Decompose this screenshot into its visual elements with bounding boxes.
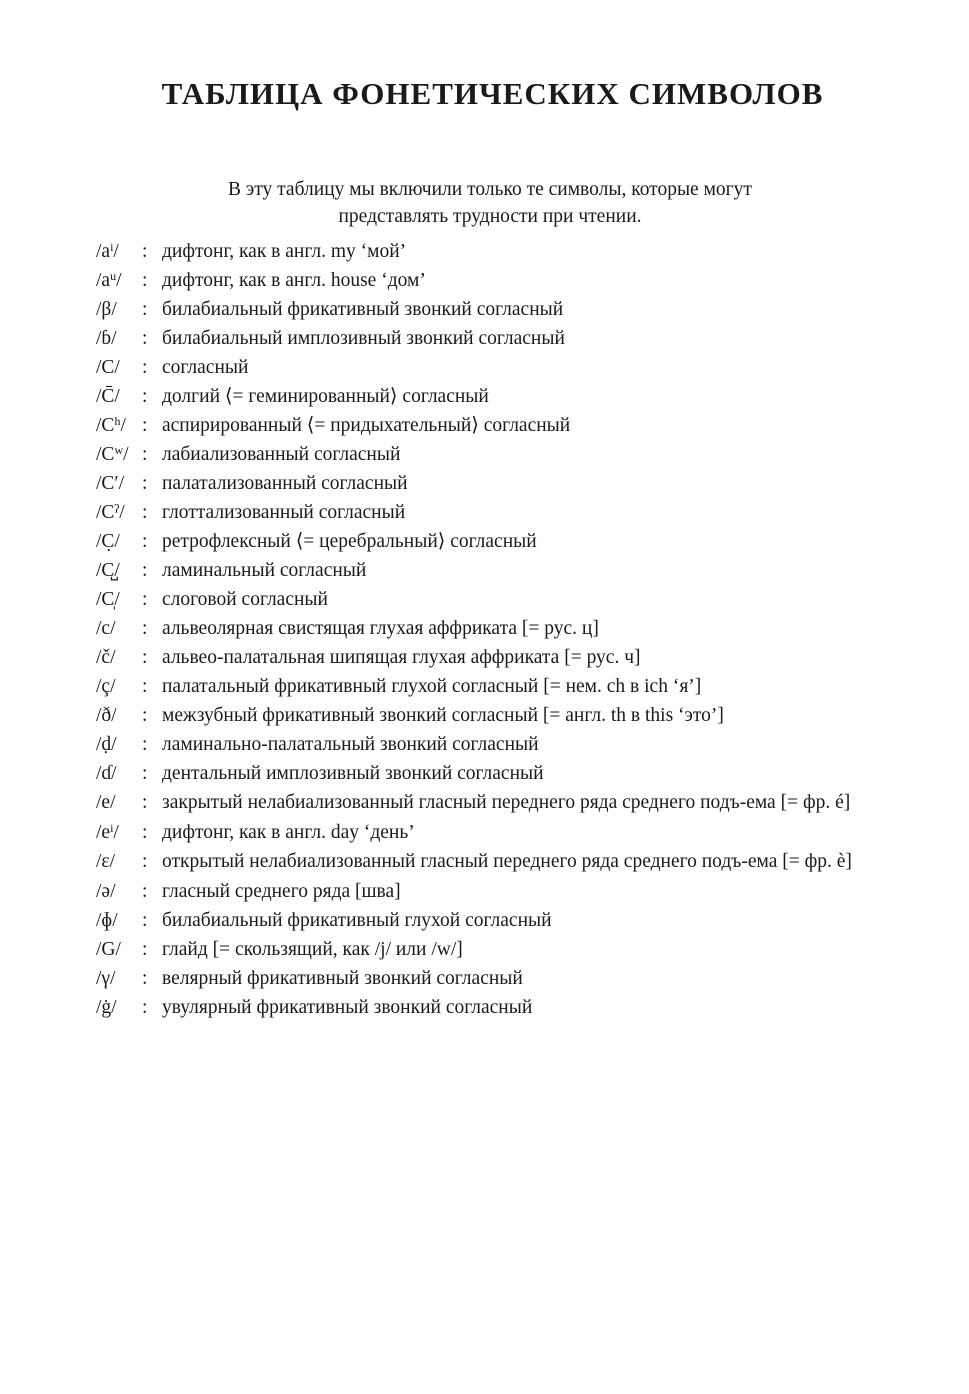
symbol-entry <box>96 472 906 495</box>
symbol-entry <box>96 617 906 640</box>
phonetic-symbol <box>96 733 142 756</box>
separator: : <box>142 328 148 349</box>
separator: : <box>142 881 148 902</box>
symbol-base: /c/ <box>96 618 116 639</box>
symbol-list <box>96 240 906 1025</box>
symbol-definition: закрытый нелабиализованный гласный переднего ряда среднего подъ-ема [= фр. é] <box>162 792 851 813</box>
symbol-entry <box>96 967 906 990</box>
phonetic-symbol <box>96 850 142 873</box>
phonetic-symbol <box>96 821 142 844</box>
symbol-definition: увулярный фрикативный звонкий согласный <box>162 997 533 1018</box>
symbol-definition: слоговой согласный <box>162 589 328 610</box>
phonetic-symbol <box>96 762 142 785</box>
symbol-definition: билабиальный фрикативный звонкий согласный <box>162 299 564 320</box>
symbol-entry <box>96 414 906 437</box>
symbol-entry <box>96 443 906 466</box>
phonetic-symbol <box>96 617 142 640</box>
symbol-definition: палатализованный согласный <box>162 473 408 494</box>
separator: : <box>142 531 148 552</box>
separator: : <box>142 415 148 436</box>
symbol-definition: лабиализованный согласный <box>162 444 401 465</box>
phonetic-symbol <box>96 559 142 582</box>
separator: : <box>142 705 148 726</box>
phonetic-symbol <box>96 472 142 495</box>
symbol-base: /ə/ <box>96 881 116 902</box>
phonetic-symbol <box>96 675 142 698</box>
symbol-base: /e <box>96 822 111 843</box>
phonetic-symbol <box>96 588 142 611</box>
page-title: ТАБЛИЦА ФОНЕТИЧЕСКИХ СИМВОЛОВ <box>161 76 824 111</box>
separator: : <box>142 734 148 755</box>
symbol-base: /β/ <box>96 299 117 320</box>
phonetic-symbol <box>96 704 142 727</box>
separator: : <box>142 763 148 784</box>
separator: : <box>142 473 148 494</box>
symbol-definition: дифтонг, как в англ. day ‘день’ <box>162 822 415 843</box>
symbol-base: /ɸ/ <box>96 910 118 931</box>
phonetic-symbol <box>96 269 142 292</box>
separator: : <box>142 560 148 581</box>
symbol-slash: / <box>120 415 126 436</box>
phonetic-symbol <box>96 646 142 669</box>
symbol-base: /ç/ <box>96 676 116 697</box>
separator: : <box>142 299 148 320</box>
phonetic-symbol <box>96 791 142 814</box>
symbol-base: /ġ/ <box>96 997 117 1018</box>
symbol-entry <box>96 501 906 524</box>
phonetic-symbol <box>96 414 142 437</box>
phonetic-symbol <box>96 880 142 903</box>
separator: : <box>142 502 148 523</box>
symbol-definition: билабиальный фрикативный глухой согласный <box>162 910 552 931</box>
phonetic-symbol <box>96 530 142 553</box>
symbol-definition: билабиальный имплозивный звонкий согласный <box>162 328 565 349</box>
symbol-entry <box>96 269 906 292</box>
symbol-definition: дифтонг, как в англ. my ‘мой’ <box>162 241 407 262</box>
symbol-entry <box>96 704 906 727</box>
symbol-entry <box>96 646 906 669</box>
intro-paragraph <box>140 176 840 230</box>
separator: : <box>142 939 148 960</box>
symbol-base: /C <box>96 415 115 436</box>
symbol-base: /γ/ <box>96 968 116 989</box>
symbol-slash: / <box>113 822 119 843</box>
symbol-definition: межзубный фрикативный звонкий согласный [= англ. th в this ‘это’] <box>162 705 724 726</box>
separator: : <box>142 822 148 843</box>
phonetic-symbol <box>96 385 142 408</box>
symbol-definition: ламинальный согласный <box>162 560 367 581</box>
symbol-definition: гласный среднего ряда [шва] <box>162 881 401 902</box>
separator: : <box>142 444 148 465</box>
symbol-entry <box>96 385 906 408</box>
symbol-definition: аспирированный ⟨= придыхательный⟩ согласный <box>162 415 571 436</box>
symbol-definition: палатальный фрикативный глухой согласный [= нем. ch в ich ‘я’] <box>162 676 702 697</box>
phonetic-symbol <box>96 501 142 524</box>
separator: : <box>142 968 148 989</box>
symbol-entry <box>96 996 906 1019</box>
intro-line-2: представлять трудности при чтении. <box>338 206 642 227</box>
symbol-base: /a <box>96 270 111 291</box>
symbol-entry <box>96 733 906 756</box>
phonetic-symbol <box>96 996 142 1019</box>
symbol-entry <box>96 821 906 844</box>
symbol-slash: / <box>113 241 119 262</box>
symbol-base: /e/ <box>96 792 116 813</box>
separator: : <box>142 618 148 639</box>
separator: : <box>142 997 148 1018</box>
symbol-definition: альвеолярная свистящая глухая аффриката [= рус. ц] <box>162 618 599 639</box>
symbol-superscript: u <box>110 269 117 283</box>
symbol-base: /C′/ <box>96 473 125 494</box>
phonetic-symbol <box>96 240 142 263</box>
symbol-superscript: w <box>114 443 124 457</box>
symbol-base: /C̩/ <box>96 589 120 610</box>
symbol-base: /ɛ/ <box>96 851 116 872</box>
symbol-entry <box>96 588 906 611</box>
separator: : <box>142 792 148 813</box>
symbol-base: /ḍ/ <box>96 734 117 755</box>
symbol-slash: / <box>123 444 129 465</box>
symbol-entry <box>96 762 906 785</box>
symbol-superscript: i <box>110 240 114 254</box>
separator: : <box>142 357 148 378</box>
phonetic-symbol <box>96 443 142 466</box>
separator: : <box>142 241 148 262</box>
phonetic-symbol <box>96 356 142 379</box>
symbol-definition: согласный <box>162 357 249 378</box>
symbol-base: /C̺/ <box>96 560 120 581</box>
phonetic-symbol <box>96 967 142 990</box>
symbol-entry <box>96 327 906 350</box>
symbol-definition: долгий ⟨= геминированный⟩ согласный <box>162 386 489 407</box>
symbol-slash: / <box>116 270 122 291</box>
symbol-entry <box>96 240 906 263</box>
symbol-definition: ретрофлексный ⟨= церебральный⟩ согласный <box>162 531 537 552</box>
phonetic-symbol <box>96 938 142 961</box>
symbol-base: /a <box>96 241 111 262</box>
separator: : <box>142 647 148 668</box>
symbol-definition: дентальный имплозивный звонкий согласный <box>162 763 544 784</box>
symbol-entry <box>96 850 906 874</box>
symbol-entry <box>96 298 906 321</box>
intro-line-1: В эту таблицу мы включили только те символы, которые могут <box>228 179 752 200</box>
symbol-base: /č/ <box>96 647 116 668</box>
symbol-base: /C̄/ <box>96 386 120 407</box>
separator: : <box>142 910 148 931</box>
symbol-definition: глоттализованный согласный <box>162 502 406 523</box>
phonetic-symbol <box>96 298 142 321</box>
symbol-entry <box>96 791 906 815</box>
symbol-entry <box>96 356 906 379</box>
symbol-base: /ð/ <box>96 705 117 726</box>
separator: : <box>142 270 148 291</box>
separator: : <box>142 386 148 407</box>
symbol-superscript: i <box>110 821 114 835</box>
symbol-entry <box>96 530 906 553</box>
symbol-base: /ɗ/ <box>96 763 117 784</box>
separator: : <box>142 676 148 697</box>
separator: : <box>142 851 148 872</box>
phonetic-symbol <box>96 909 142 932</box>
symbol-entry <box>96 559 906 582</box>
symbol-definition: альвео-палатальная шипящая глухая аффриката [= рус. ч] <box>162 647 641 668</box>
symbol-base: /ɓ/ <box>96 328 117 349</box>
symbol-base: /Cˀ/ <box>96 502 125 523</box>
symbol-entry <box>96 675 906 698</box>
symbol-base: /C/ <box>96 357 120 378</box>
separator: : <box>142 589 148 610</box>
symbol-entry <box>96 938 906 961</box>
symbol-definition: велярный фрикативный звонкий согласный <box>162 968 523 989</box>
phonetic-symbol <box>96 327 142 350</box>
symbol-definition: глайд [= скользящий, как /j/ или /w/] <box>162 939 463 960</box>
symbol-superscript: h <box>114 414 121 428</box>
symbol-entry <box>96 909 906 932</box>
symbol-entry <box>96 880 906 903</box>
symbol-definition: ламинально-палатальный звонкий согласный <box>162 734 539 755</box>
symbol-definition: дифтонг, как в англ. house ‘дом’ <box>162 270 426 291</box>
symbol-definition: открытый нелабиализованный гласный переднего ряда среднего подъ-ема [= фр. è] <box>162 851 852 872</box>
symbol-base: /C <box>96 444 115 465</box>
symbol-base: /C̣/ <box>96 531 120 552</box>
symbol-base: /G/ <box>96 939 121 960</box>
